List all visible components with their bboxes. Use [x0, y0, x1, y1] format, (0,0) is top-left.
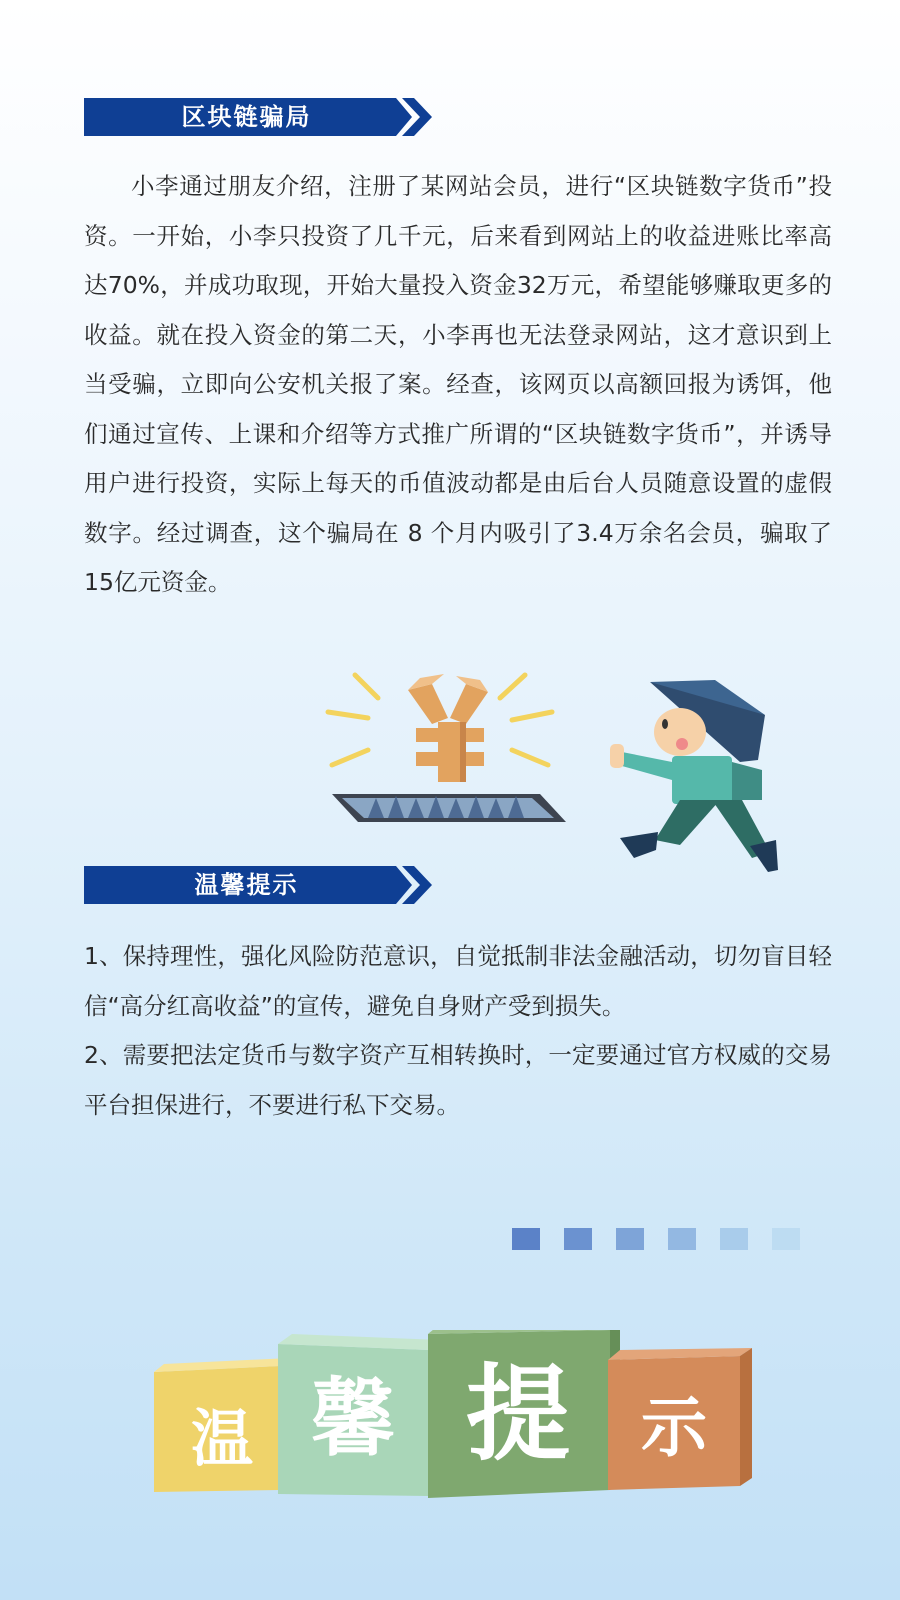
decor-square	[720, 1228, 748, 1250]
block-ti	[428, 1330, 620, 1498]
decor-square	[616, 1228, 644, 1250]
decor-square	[668, 1228, 696, 1250]
tip-item: 2、需要把法定货币与数字资产互相转换时，一定要通过官方权威的交易平台担保进行，不要进行私下交易。	[84, 1041, 832, 1119]
block-char: 提	[465, 1353, 571, 1475]
decor-square	[564, 1228, 592, 1250]
yuan-icon	[408, 674, 488, 782]
scam-story-paragraph: 小李通过朋友介绍，注册了某网站会员，进行“区块链数字货币”投资。一开始，小李只投资了几千元，后来看到网站上的收益进账比率高达70%，并成功取现，开始大量投入资金32万元，希望能够赚取更多的收益。就在投入资金的第二天，小李再也无法登录网站，这才意识到上当受骗，立即向公安机关报了案。经查，该网页以高额回报为诱饵，他们通过宣传、上课和介绍等方式推广所谓的“区块链数字货币”，并诱导用户进行投资，实际上每天的币值波动都是由后台人员随意设置的虚假数字。经过调查，这个骗局在 8 个月内吸引了3.4万余名会员，骗取了15亿元资金。	[84, 172, 832, 596]
decor-square	[772, 1228, 800, 1250]
block-char: 馨	[310, 1370, 396, 1468]
decor-square	[512, 1228, 540, 1250]
block-shi	[608, 1348, 752, 1490]
warm-tip-blocks-banner	[140, 1330, 780, 1530]
block-xin	[278, 1334, 440, 1496]
scam-illustration	[320, 670, 790, 880]
spike-trap-icon	[332, 794, 566, 822]
block-wen	[154, 1358, 290, 1492]
section-title: 温馨提示	[194, 871, 299, 899]
tips-list	[84, 932, 832, 1130]
running-man-icon	[610, 680, 778, 872]
section-header-scam	[84, 98, 434, 136]
section-header-tips	[84, 866, 434, 904]
tip-item: 1、保持理性，强化风险防范意识，自觉抵制非法金融活动，切勿盲目轻信“高分红高收益”的宣传，避免自身财产受到损失。	[84, 942, 832, 1020]
section-title: 区块链骗局	[181, 103, 312, 131]
block-char: 示	[641, 1389, 707, 1466]
decorative-squares	[512, 1228, 800, 1250]
block-char: 温	[190, 1402, 254, 1475]
